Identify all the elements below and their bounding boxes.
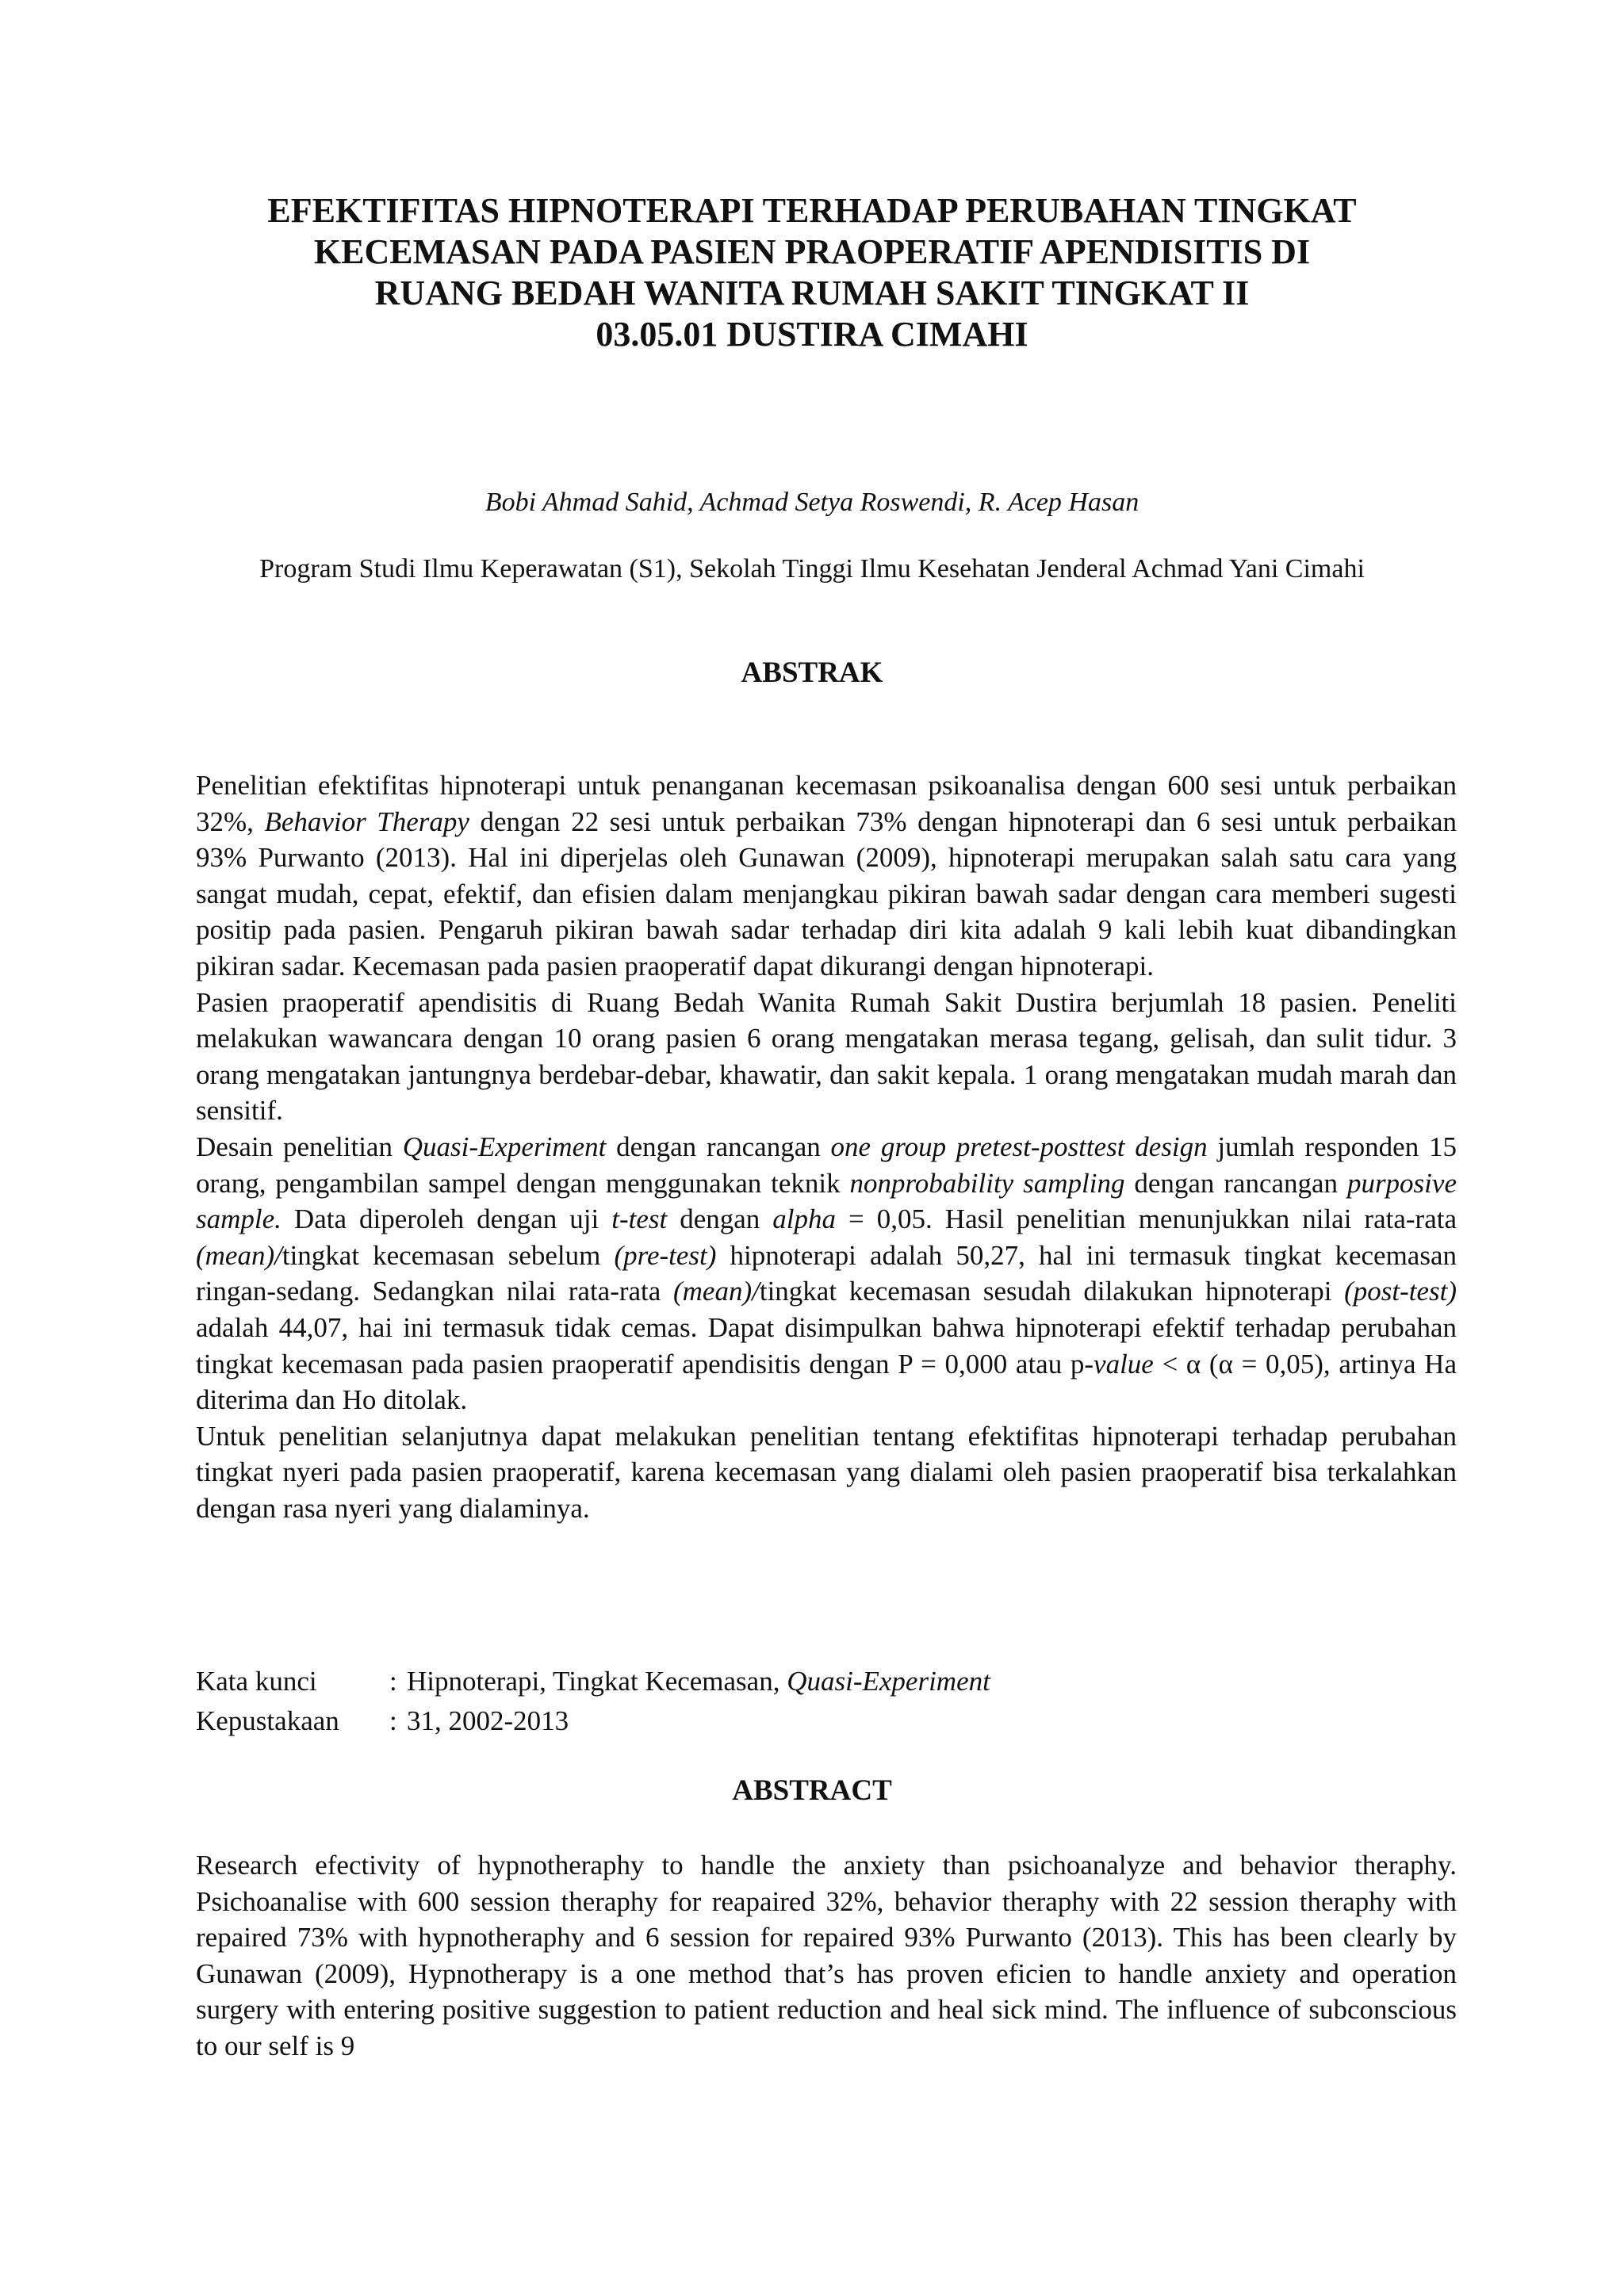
italic-run: (pre-test) [614,1239,717,1271]
paper-title [143,190,1481,355]
italic-run: nonprobability sampling [849,1167,1125,1199]
italic-run: t-test [611,1203,668,1235]
kata-kunci-label: Kata kunci [196,1666,317,1697]
italic-run: one group pretest-posttest design [830,1131,1208,1162]
affiliation: Program Studi Ilmu Keperawatan (S1), Sekolah Tinggi Ilmu Kesehatan Jenderal Achmad Yani Cimahi [259,554,1365,584]
italic-run: alpha [772,1203,837,1235]
abstrak-paragraph-3 [196,1129,1457,1418]
abstrak-paragraph-4: Untuk penelitian selanjutnya dapat melakukan penelitian tentang efektifitas hipnoterapi terhadap perubahan tingkat nyeri pada pasien praoperatif, karena kecemasan yang dialami oleh pasien praoperatif bisa terkalahkan dengan rasa nyeri yang dialaminya. [196,1420,1457,1524]
italic-run: (mean)/ [672,1276,760,1307]
abstract-heading: ABSTRACT [732,1774,892,1807]
authors: Bobi Ahmad Sahid, Achmad Setya Roswendi, R. Acep Hasan [485,488,1139,517]
text-run: Penelitian efektifitas hipnoterapi untuk penanganan kecemasan psikoanalisa dengan 600 sesi untuk perbaikan 32%, [196,770,1457,837]
abstrak-body [196,767,1457,1526]
keywords-block [196,1662,1457,1741]
text-run: dengan rancangan [606,1131,831,1162]
abstrak-paragraph-1 [196,767,1457,985]
italic-run: value [1094,1348,1154,1380]
text-run: = 0,05. Hasil penelitian menunjukkan nilai rata-rata [836,1203,1457,1235]
text-run: Data diperoleh dengan uji [281,1203,612,1235]
kepustakaan-row [196,1701,1457,1741]
kepustakaan-value: 31, 2002-2013 [407,1705,569,1736]
text-run: Hipnoterapi, Tingkat Kecemasan, [407,1666,787,1697]
abstrak-paragraph-2: Pasien praoperatif apendisitis di Ruang Bedah Wanita Rumah Sakit Dustira berjumlah 18 pasien. Peneliti melakukan wawancara dengan 10 orang pasien 6 orang mengatakan merasa tegang, gelisah, dan sulit tidur. 3 orang mengatakan jantungnya berdebar-debar, khawatir, dan sakit kepala. 1 orang mengatakan mudah marah dan sensitif. [196,986,1457,1127]
abstract-body [196,1847,1457,2064]
kepustakaan-separator: : [389,1705,397,1736]
title-line: RUANG BEDAH WANITA RUMAH SAKIT TINGKAT II [374,274,1250,312]
text-run: tingkat kecemasan sesudah dilakukan hipnoterapi [759,1276,1345,1307]
italic-run: (post-test) [1344,1276,1457,1307]
text-run: dengan 22 sesi untuk perbaikan 73% dengan hipnoterapi dan 6 sesi untuk perbaikan 93% Purwanto (2013). Hal ini diperjelas oleh Gunawan (2009), hipnoterapi merupakan salah satu cara yang sangat mudah, cepat, efektif, dan efisien dalam menjangkau pikiran bawah sadar dengan cara memberi sugesti positip pada pasien. Pengaruh pikiran bawah sadar terhadap diri kita adalah 9 kali lebih kuat dibandingkan pikiran sadar. Kecemasan pada pasien praoperatif dapat dikurangi dengan hipnoterapi. [196,806,1457,982]
text-run: dengan rancangan [1124,1167,1347,1199]
italic-run: Quasi-Experiment [787,1666,990,1697]
text-run: hipnoterapi adalah 50,27, hal ini termasuk tingkat kecemasan ringan-sedang. Sedangkan nilai rata-rata [196,1239,1457,1307]
italic-run: purposive sample. [196,1167,1457,1235]
abstract-paragraph-1: Research efectivity of hypnotheraphy to handle the anxiety than psichoanalyze and behavior theraphy. Psichoanalise with 600 session theraphy for reapaired 32%, behavior theraphy with 22 session theraphy with repaired 73% with hypnotheraphy and 6 session for repaired 93% Purwanto (2013). This has been clearly by Gunawan (2009), Hypnotherapy is a one method that’s has proven eficien to handle anxiety and operation surgery with entering positive suggestion to patient reduction and heal sick mind. The influence of subconscious to our self is 9 [196,1850,1457,2061]
title-line: KECEMASAN PADA PASIEN PRAOPERATIF APENDISITIS DI [313,232,1311,271]
italic-run: (mean)/ [196,1239,282,1271]
text-run: adalah 44,07, hai ini termasuk tidak cemas. Dapat disimpulkan bahwa hipnoterapi efektif terhadap perubahan tingkat kecemasan pada pasien praoperatif apendisitis dengan P = 0,000 atau p- [196,1311,1457,1380]
text-run: Desain penelitian [196,1131,403,1162]
text-run: < α (α = 0,05), artinya Ha diterima dan Ho ditolak. [196,1348,1457,1416]
title-line: 03.05.01 DUSTIRA CIMAHI [596,315,1028,354]
italic-run: Behavior Therapy [264,806,469,837]
italic-run: Quasi-Experiment [402,1131,607,1162]
text-run: dengan [667,1203,773,1235]
kata-kunci-value [407,1662,990,1701]
kata-kunci-separator: : [389,1666,397,1697]
text-run: tingkat kecemasan sebelum [282,1239,615,1271]
kata-kunci-row [196,1662,1457,1701]
abstrak-heading: ABSTRAK [741,656,883,689]
kepustakaan-label: Kepustakaan [196,1705,339,1736]
title-line: EFEKTIFITAS HIPNOTERAPI TERHADAP PERUBAHAN TINGKAT [267,191,1357,230]
text-run: jumlah responden 15 orang, pengambilan sampel dengan menggunakan teknik [196,1131,1457,1199]
